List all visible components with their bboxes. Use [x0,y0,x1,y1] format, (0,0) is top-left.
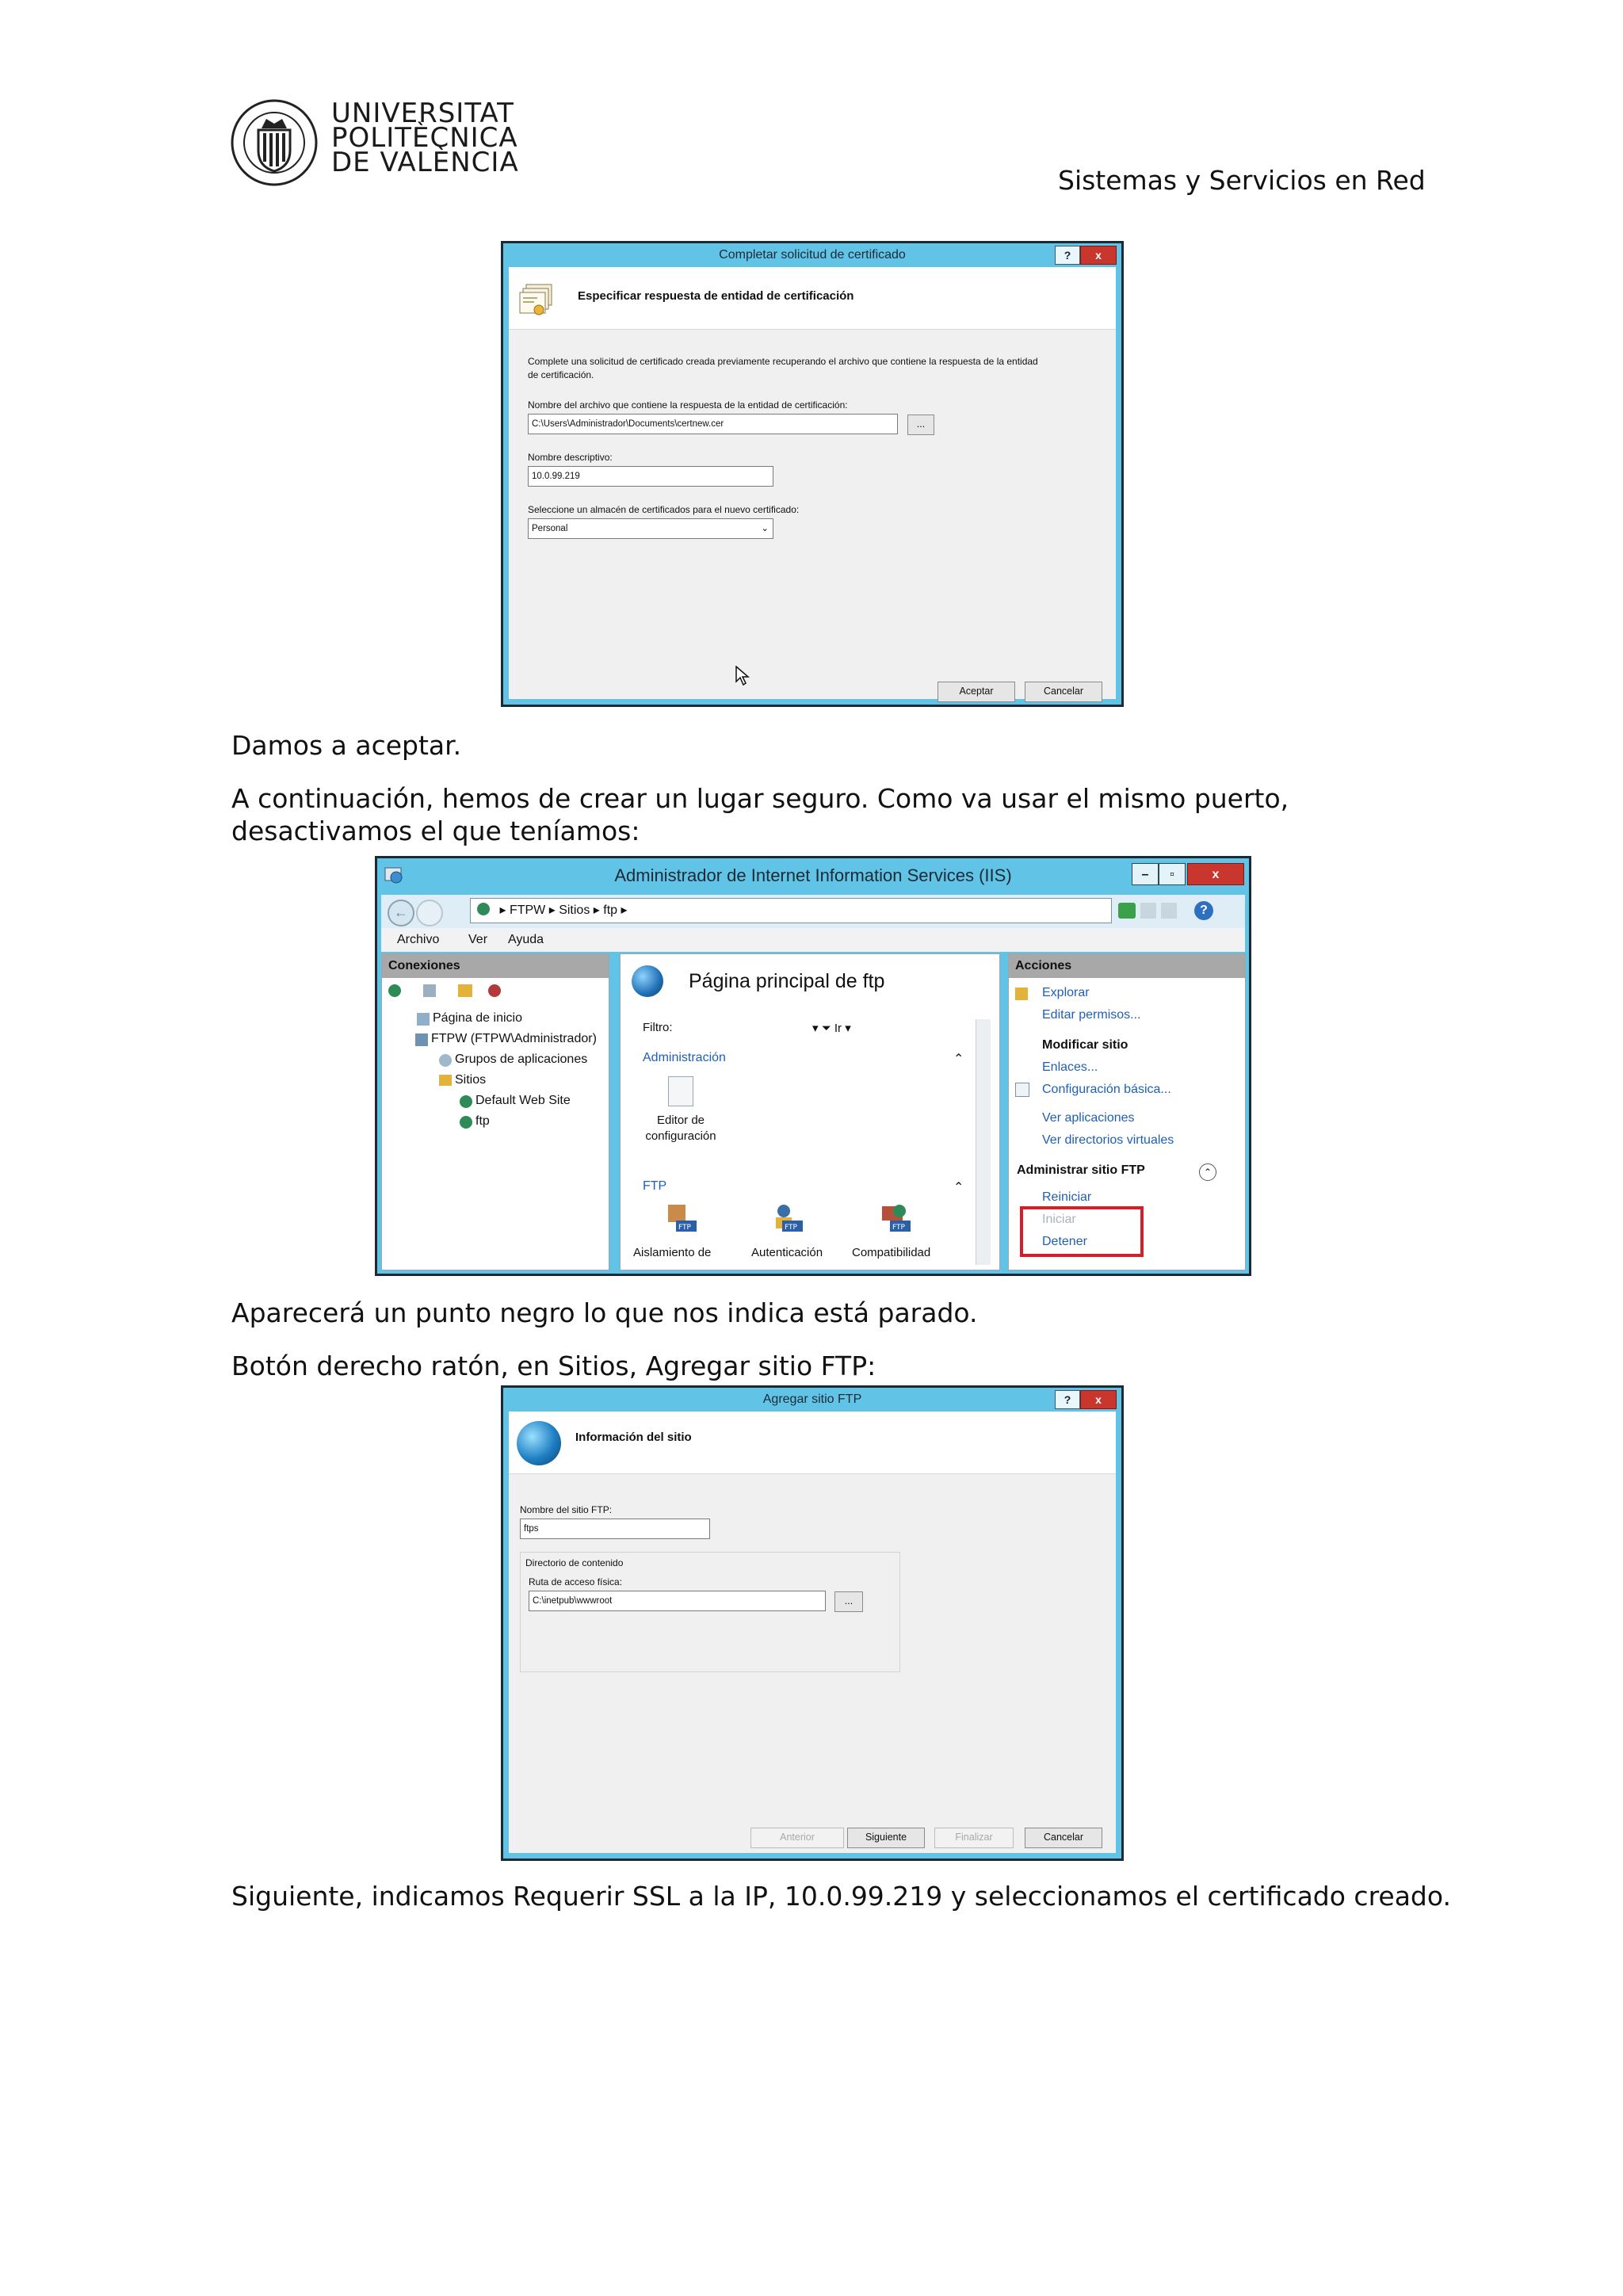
breadcrumb-sitios[interactable]: Sitios [559,904,590,917]
filter-label: Filtro: [643,1021,673,1034]
section-ftp[interactable]: FTP [643,1179,667,1193]
help-button[interactable]: ? [1055,246,1080,265]
previous-button[interactable]: Anterior [750,1828,844,1848]
close-button[interactable]: x [1080,1390,1117,1409]
friendly-name-label: Nombre descriptivo: [528,452,613,463]
action-edit-permissions[interactable]: Editar permisos... [1042,1008,1141,1022]
section-administration[interactable]: Administración [643,1051,726,1064]
menu-archivo[interactable]: Archivo [397,933,440,946]
svg-text:FTP: FTP [678,1224,691,1232]
wizard-body [509,330,1116,699]
toolbar-disabled-icon [1161,903,1177,919]
action-basic-config[interactable]: Configuración básica... [1042,1083,1171,1096]
action-view-vdirs[interactable]: Ver directorios virtuales [1042,1133,1174,1147]
breadcrumb-ftpw[interactable]: FTPW [509,904,546,917]
browse-button[interactable]: ... [907,415,934,435]
svg-text:FTP: FTP [785,1224,797,1232]
features-title: Página principal de ftp [689,970,885,992]
connections-header: Conexiones [382,954,609,978]
breadcrumb[interactable]: ▸ FTPW ▸ Sitios ▸ ftp ▸ [470,898,1112,923]
globe-icon [477,903,490,915]
paragraph-next-ssl: Siguiente, indicamos Requerir SSL a la IP, 10.0.99.219 y seleccionamos el certificado creado. [231,1881,1451,1912]
file-label: Nombre del archivo que contiene la respuesta de la entidad de certificación: [528,399,848,411]
connections-pane [381,953,609,1270]
wizard-header [509,1412,1116,1474]
ftp-isolation-label[interactable]: Aislamiento de [633,1246,712,1259]
collapse-icon[interactable]: ⌃ [1199,1163,1216,1181]
home-page-icon [417,1013,430,1026]
university-seal-logo [230,98,319,187]
globe-icon [460,1095,472,1108]
description-text: Complete una solicitud de certificado creada previamente recuperando el archivo que contiene la respuesta de la entidad de certificación. [528,356,1038,380]
tree-item-default-web-site[interactable]: Default Web Site [475,1094,571,1107]
site-name-label: Nombre del sitio FTP: [520,1504,613,1515]
wizard-heading: Información del sitio [575,1431,692,1444]
up-folder-icon[interactable] [458,984,472,997]
certificate-icon [518,283,556,318]
app-pool-icon [439,1054,452,1067]
chevron-down-icon: ⌄ [761,524,769,533]
disconnect-icon[interactable] [488,984,501,997]
tree-item-server[interactable]: FTPW (FTPW\Administrador) [431,1032,597,1045]
tree-item-ftp[interactable]: ftp [475,1114,490,1128]
accept-button[interactable]: Aceptar [938,682,1015,702]
wizard-heading: Especificar respuesta de entidad de certificación [578,289,854,303]
wizard-body [509,1474,1116,1853]
content-directory-label: Directorio de contenido [525,1557,624,1568]
cancel-button[interactable]: Cancelar [1025,682,1102,702]
forward-arrow-icon[interactable] [416,900,443,926]
features-pane [620,953,1000,1270]
iis-manager-window [375,856,1251,1276]
add-ftp-site-dialog [501,1385,1124,1861]
explore-folder-icon [1015,988,1028,1000]
friendly-name-input[interactable]: 10.0.99.219 [528,466,773,487]
physical-path-label: Ruta de acceso física: [529,1576,623,1587]
config-editor-label[interactable]: Editor de configuración [645,1114,716,1143]
browse-button[interactable]: ... [834,1591,863,1612]
config-editor-icon[interactable] [668,1076,693,1106]
ftp-isolation-icon[interactable] [665,1201,698,1233]
finish-button[interactable]: Finalizar [934,1828,1014,1848]
complete-certificate-dialog [501,241,1124,707]
connections-toolbar [385,981,607,1003]
tree-item-app-pools[interactable]: Grupos de aplicaciones [455,1052,588,1066]
site-name-input[interactable]: ftps [520,1519,710,1539]
back-arrow-icon[interactable]: ← [388,900,414,926]
toolbar-disabled-icon [1140,903,1156,919]
action-view-apps[interactable]: Ver aplicaciones [1042,1111,1135,1125]
actions-header: Acciones [1009,954,1245,978]
dialog-title: Completar solicitud de certificado [719,248,906,262]
action-explore[interactable]: Explorar [1042,986,1090,999]
connect-icon[interactable] [1118,903,1136,919]
svg-text:FTP: FTP [892,1224,905,1232]
store-label: Seleccione un almacén de certificados para el nuevo certificado: [528,504,800,515]
menu-ver[interactable]: Ver [468,933,488,946]
folder-icon [439,1075,452,1086]
cancel-button[interactable]: Cancelar [1025,1828,1102,1848]
ftp-auth-icon[interactable] [771,1201,804,1233]
course-title: Sistemas y Servicios en Red [1058,165,1426,196]
filter-go[interactable]: ▾ ⏷ Ir ▾ [812,1022,851,1035]
iis-title: Administrador de Internet Information Services (IIS) [614,865,1012,885]
basic-settings-icon [1015,1083,1029,1097]
dialog-title: Agregar sitio FTP [762,1392,862,1406]
action-stop[interactable]: Detener [1042,1235,1087,1248]
university-name-logo: UNIVERSITAT POLITÈCNICA DE VALÈNCIA [331,97,519,178]
close-button[interactable]: x [1080,246,1117,265]
collapse-icon[interactable]: ⌃ [953,1052,964,1066]
tree-item-home[interactable]: Página de inicio [433,1011,522,1025]
help-button[interactable]: ? [1055,1390,1080,1409]
certificate-store-select[interactable] [528,518,773,539]
globe-icon [460,1116,472,1129]
response-file-input[interactable]: C:\Users\Administrador\Documents\certnew.cer [528,414,898,434]
manage-ftp-heading: Administrar sitio FTP [1017,1163,1145,1177]
close-button[interactable]: x [1187,863,1244,885]
paragraph-secure-site: A continuación, hemos de crear un lugar seguro. Como va usar el mismo puerto, desactivamos el que teníamos: [231,783,1289,847]
physical-path-input[interactable]: C:\inetpub\wwwroot [529,1591,826,1611]
wizard-header [509,267,1116,330]
connect-globe-icon[interactable] [388,984,401,997]
action-restart[interactable]: Reiniciar [1042,1190,1092,1204]
next-button[interactable]: Siguiente [847,1828,925,1848]
tree-item-sites[interactable]: Sitios [455,1073,487,1087]
maximize-button[interactable]: ▫ [1159,863,1186,885]
action-links[interactable]: Enlaces... [1042,1060,1098,1074]
content-directory-group [520,1552,900,1672]
modify-site-heading: Modificar sitio [1042,1038,1128,1052]
address-bar-row [381,895,1245,928]
menu-ayuda[interactable]: Ayuda [508,933,544,946]
ftp-compat-icon[interactable] [879,1201,912,1233]
highlight-box [1020,1206,1144,1257]
menu-bar [381,928,1245,952]
scrollbar[interactable] [976,1019,991,1265]
paragraph-stopped: Aparecerá un punto negro lo que nos indica está parado. [231,1297,978,1328]
paragraph-accept: Damos a aceptar. [231,730,462,761]
ftp-auth-label[interactable]: Autenticación [751,1246,823,1259]
collapse-icon[interactable]: ⌃ [953,1181,964,1194]
globe-icon [517,1421,561,1465]
minimize-button[interactable]: – [1132,863,1159,885]
ftp-compat-label[interactable]: Compatibilidad [852,1246,931,1259]
breadcrumb-ftp[interactable]: ftp [603,904,618,917]
globe-icon [632,965,663,997]
action-start: Iniciar [1042,1213,1076,1226]
help-icon[interactable]: ? [1194,901,1213,920]
save-icon[interactable] [423,984,436,997]
actions-pane [1008,953,1246,1270]
mouse-cursor-icon [735,666,750,690]
server-icon [415,1033,428,1046]
paragraph-add-site: Botón derecho ratón, en Sitios, Agregar sitio FTP: [231,1350,876,1381]
store-selected-value: Personal [532,524,568,533]
